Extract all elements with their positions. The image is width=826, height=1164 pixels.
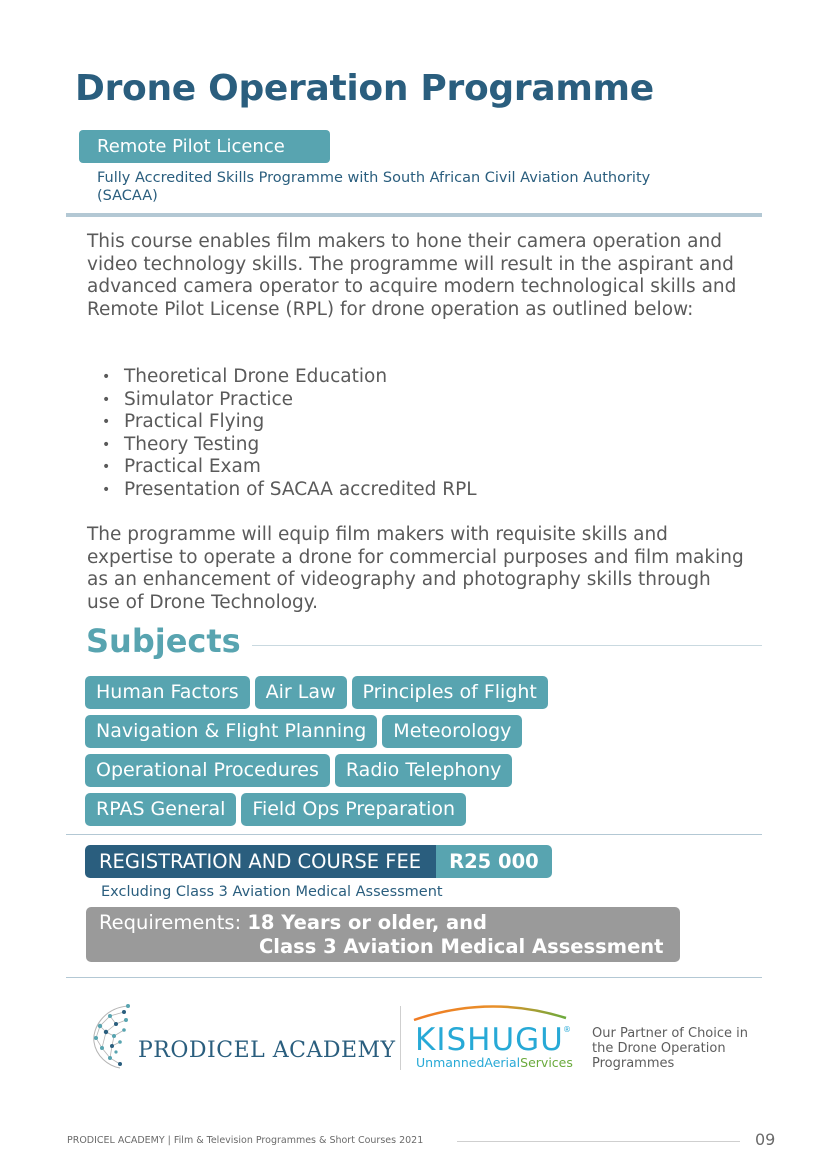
kishugu-logo: KISHUGU bbox=[415, 1022, 564, 1058]
footer-rule bbox=[457, 1141, 740, 1142]
requirement-medical: Class 3 Aviation Medical Assessment bbox=[259, 935, 664, 958]
kishugu-tagline: UnmannedAerialServices bbox=[416, 1055, 573, 1070]
header-divider bbox=[66, 213, 762, 217]
subjects-divider bbox=[66, 834, 762, 835]
kishugu-arc-icon bbox=[412, 1000, 568, 1022]
subject-chip: Navigation & Flight Planning bbox=[85, 715, 377, 748]
licence-badge: Remote Pilot Licence bbox=[79, 130, 330, 163]
partner-logos bbox=[90, 998, 770, 1078]
subjects-row bbox=[85, 793, 645, 826]
subjects-row bbox=[85, 715, 645, 748]
requirement-age: 18 Years or older, and bbox=[247, 911, 488, 934]
list-item: • Practical Flying bbox=[102, 411, 265, 433]
list-item: • Presentation of SACAA accredited RPL bbox=[102, 478, 477, 500]
partner-caption: Our Partner of Choice in the Drone Operation Programmes bbox=[592, 1026, 748, 1071]
bullet-icon: • bbox=[102, 391, 111, 408]
subject-chip: Air Law bbox=[255, 676, 347, 709]
accreditation-text: Fully Accredited Skills Programme with South African Civil Aviation Authority (SACAA) bbox=[97, 170, 651, 204]
bullet-icon: • bbox=[102, 414, 111, 431]
course-fee-label: REGISTRATION AND COURSE FEE bbox=[85, 845, 436, 878]
subjects-list bbox=[85, 676, 645, 832]
bullet-icon: • bbox=[102, 459, 111, 476]
subject-chip: Meteorology bbox=[382, 715, 522, 748]
course-fee-note: Excluding Class 3 Aviation Medical Assessment bbox=[101, 884, 443, 900]
subject-chip: Operational Procedures bbox=[85, 754, 330, 787]
subjects-row bbox=[85, 676, 645, 709]
registered-mark: ® bbox=[563, 1025, 571, 1034]
prodicel-globe-icon bbox=[90, 1002, 140, 1070]
list-item: • Theoretical Drone Education bbox=[102, 366, 388, 387]
outro-paragraph: The programme will equip film makers with requisite skills and expertise to operate a drone for commercial purposes and film making as an enhancement of videography and photography skills through use of Drone Technology. bbox=[87, 524, 744, 613]
footer-text: PRODICEL ACADEMY | Film & Television Programmes & Short Courses 2021 bbox=[67, 1135, 424, 1146]
course-fee-value: R25 000 bbox=[436, 845, 552, 878]
list-item: • Simulator Practice bbox=[102, 388, 294, 410]
programme-outline-list bbox=[100, 366, 477, 502]
requirements-label: Requirements: bbox=[99, 911, 242, 934]
logo-divider bbox=[400, 1006, 401, 1070]
requirements-box bbox=[86, 907, 680, 962]
subjects-row bbox=[85, 754, 645, 787]
subject-chip: RPAS General bbox=[85, 793, 236, 826]
subjects-heading: Subjects bbox=[86, 622, 241, 660]
intro-paragraph: This course enables film makers to hone their camera operation and video technology skills. The programme will result in the aspirant and advanced camera operator to acquire modern technological skills and Remote Pilot License (RPL) for drone operation as outlined below: bbox=[87, 231, 737, 320]
list-item: • Theory Testing bbox=[102, 433, 260, 455]
prodicel-academy-logo: PRODICEL ACADEMY bbox=[138, 1038, 396, 1063]
page-title: Drone Operation Programme bbox=[75, 68, 654, 109]
subjects-heading-rule bbox=[252, 645, 762, 646]
requirements-divider bbox=[66, 977, 762, 978]
subject-chip: Field Ops Preparation bbox=[241, 793, 466, 826]
subject-chip: Human Factors bbox=[85, 676, 250, 709]
bullet-icon: • bbox=[102, 369, 111, 385]
subject-chip: Principles of Flight bbox=[352, 676, 548, 709]
page-number: 09 bbox=[755, 1130, 776, 1149]
list-item: • Practical Exam bbox=[102, 456, 261, 478]
course-fee-banner bbox=[85, 845, 552, 878]
subject-chip: Radio Telephony bbox=[335, 754, 512, 787]
bullet-icon: • bbox=[102, 481, 111, 498]
bullet-icon: • bbox=[102, 436, 111, 453]
